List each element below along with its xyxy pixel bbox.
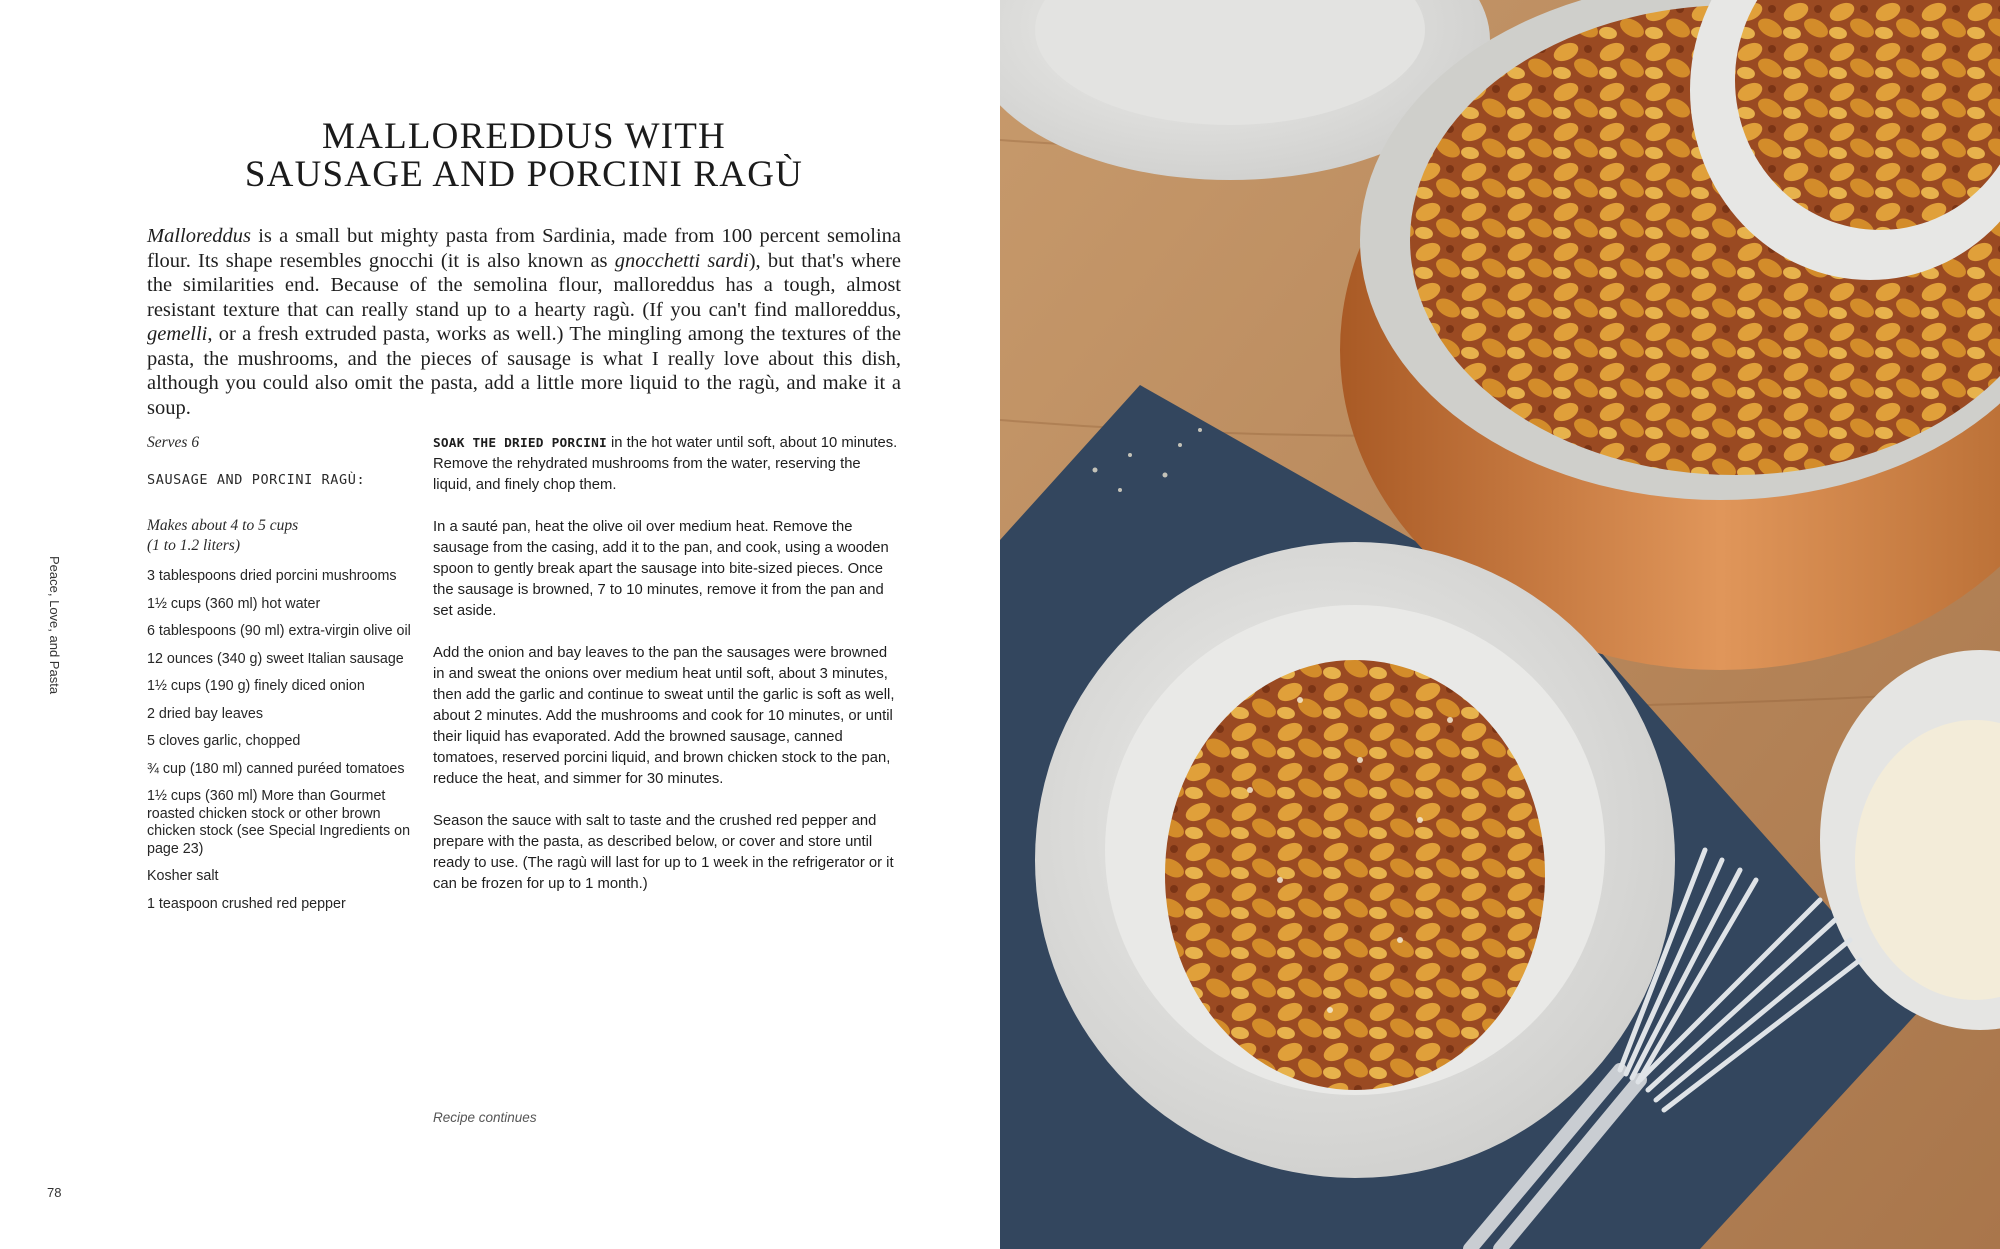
ingredient-item: 1½ cups (360 ml) hot water <box>147 595 321 612</box>
method-column <box>433 433 901 916</box>
step-1-text: in the hot water until soft, about 10 minutes. Remove the rehydrated mushrooms from the water, reserving the liquid, and finely chop them. <box>433 435 898 493</box>
ingredient-item: 1 teaspoon crushed red pepper <box>147 895 346 912</box>
running-head: Peace, Love, and Pasta <box>47 556 62 695</box>
recipe-continues-note: Recipe continues <box>433 1110 537 1125</box>
intro-text-2: ), but that's where the similarities end. Because of the semolina flour, malloreddus has a tough, almost resistant texture that can really stand up to a hearty ragù. (If you can't find malloreddus, <box>147 249 901 321</box>
ingredient-item: 12 ounces (340 g) sweet Italian sausage <box>147 650 404 667</box>
method-step-1 <box>433 433 901 496</box>
ingredient-item: 3 tablespoons dried porcini mushrooms <box>147 568 397 584</box>
ingredients-column <box>147 433 417 923</box>
method-step-3: Add the onion and bay leaves to the pan the sausages were browned in and sweat the onions over medium heat until soft, about 3 minutes, then add the garlic and continue to sweat until the garlic is soft as well, about 2 minutes. Add the mushrooms and cook for 10 minutes, or until their liquid has evaporated. Add the browned sausage, canned tomatoes, reserved porcini liquid, and brown chicken stock to the pan, reduce the heat, and simmer for 30 minutes. <box>433 645 895 787</box>
method-step-2: In a sauté pan, heat the olive oil over medium heat. Remove the sausage from the casing, add it to the pan, and cook, using a wooden spoon to gently break apart the sausage into bite-sized pieces. Once the sausage is browned, 7 to 10 minutes, remove it from the pan and set aside. <box>433 519 889 619</box>
intro-text-1: is a small but mighty pasta from Sardinia, made from 100 percent semolina flour. Its shape resembles gnocchi (it is also known as <box>147 225 901 272</box>
intro-term-gnocchetti: gnocchetti sardi <box>614 249 749 272</box>
ingredient-item: 5 cloves garlic, chopped <box>147 733 301 749</box>
intro-term-malloreddus: Malloreddus <box>147 225 252 247</box>
yield-line-2: (1 to 1.2 liters) <box>147 537 240 554</box>
ingredient-item: 6 tablespoons (90 ml) extra-virgin olive oil <box>147 623 411 639</box>
ingredient-item: 2 dried bay leaves <box>147 705 264 722</box>
title-line-2: SAUSAGE AND PORCINI RAGÙ <box>244 154 804 195</box>
step-1-lead: SOAK THE DRIED PORCINI <box>433 436 607 451</box>
photo-illustration <box>1000 0 2000 1249</box>
yield-line-1: Makes about 4 to 5 cups <box>147 517 299 534</box>
yield-label <box>147 516 417 556</box>
method-step-4: Season the sauce with salt to taste and the crushed red pepper and prepare with the pasta, as described below, or cover and store until ready to use. (The ragù will last for up to 1 week in the refrigerator or it can be frozen for up to 1 month.) <box>433 813 894 892</box>
ingredient-item: ¾ cup (180 ml) canned puréed tomatoes <box>147 760 405 777</box>
serves-label: Serves 6 <box>147 434 200 451</box>
recipe-title <box>146 118 902 194</box>
intro-term-gemelli: gemelli <box>147 323 208 345</box>
ingredient-item: Kosher salt <box>147 868 219 884</box>
food-photograph <box>1000 0 2000 1249</box>
intro-text-3: , or a fresh extruded pasta, works as well.) The mingling among the textures of the pasta, the mushrooms, and the pieces of sausage is what I really love about this dish, although you could also omit the pasta, add a little more liquid to the ragù, and make it a soup. <box>147 323 901 419</box>
ingredient-item: 1½ cups (190 g) finely diced onion <box>147 678 365 694</box>
pasta-serving <box>1165 660 1545 1090</box>
subheading-ragu: SAUSAGE AND PORCINI RAGÙ: <box>147 472 366 488</box>
ingredient-item: 1½ cups (360 ml) More than Gourmet roasted chicken stock or other brown chicken stock (see Special Ingredients on page 23) <box>147 788 411 857</box>
page-number: 78 <box>47 1185 62 1200</box>
intro-paragraph <box>147 224 901 420</box>
ingredient-list <box>147 568 417 913</box>
title-line-1: MALLOREDDUS WITH <box>322 116 726 157</box>
